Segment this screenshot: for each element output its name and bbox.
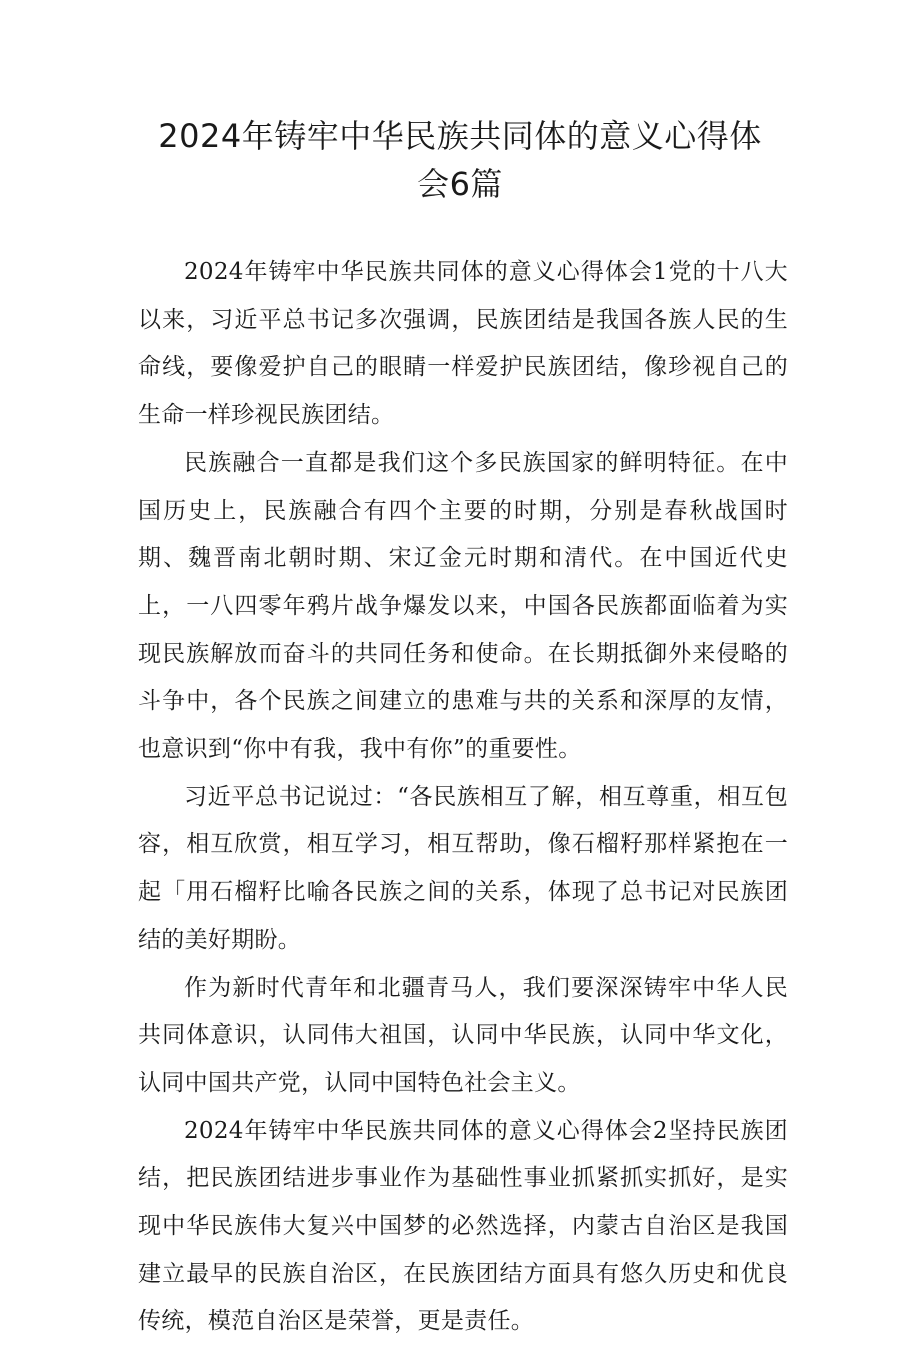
paragraph-3: 习近平总书记说过：“各民族相互了解，相互尊重，相互包容，相互欣赏，相互学习，相互帮助，像石榴籽那样紧抱在一起「用石榴籽比喻各民族之间的关系，体现了总书记对民族团结的美好期盼。 <box>138 783 788 953</box>
paragraph-2: 民族融合一直都是我们这个多民族国家的鲜明特征。在中国历史上，民族融合有四个主要的时期，分别是春秋战国时期、魏晋南北朝时期、宋辽金元时期和清代。在中国近代史上，一八四零年鸦片战争爆发以来，中国各民族都面临着为实现民族解放而奋斗的共同任务和使命。在长期抵御外来侵略的斗争中，各个民族之间建立的患难与共的关系和深厚的友情，也意识到“你中有我，我中有你”的重要性。 <box>138 449 788 763</box>
document-title <box>120 112 800 208</box>
paragraph-4: 作为新时代青年和北疆青马人，我们要深深铸牢中华人民共同体意识，认同伟大祖国，认同中华民族，认同中华文化，认同中国共产党，认同中国特色社会主义。 <box>138 974 788 1096</box>
document-body <box>138 249 788 1346</box>
title-line-1: 2024年铸牢中华民族共同体的意义心得体 <box>158 117 762 155</box>
paragraph-5: 2024年铸牢中华民族共同体的意义心得体会2坚持民族团结，把民族团结进步事业作为基础性事业抓紧抓实抓好，是实现中华民族伟大复兴中国梦的必然选择，内蒙古自治区是我国建立最早的民族自治区，在民族团结方面具有悠久历史和优良传统，模范自治区是荣誉，更是责任。 <box>138 1117 788 1335</box>
paragraph-1: 2024年铸牢中华民族共同体的意义心得体会1党的十八大以来，习近平总书记多次强调，民族团结是我国各族人民的生命线，要像爱护自己的眼睛一样爱护民族团结，像珍视自己的生命一样珍视民族团结。 <box>138 259 788 429</box>
title-line-2: 会6篇 <box>417 165 503 203</box>
